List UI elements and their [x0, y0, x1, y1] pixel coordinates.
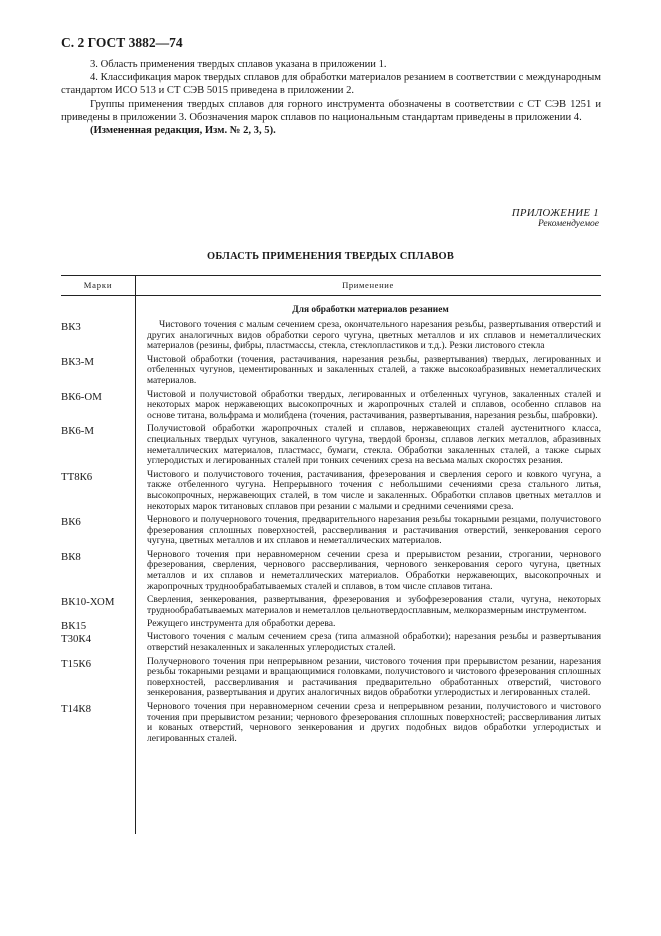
table-row — [61, 424, 601, 466]
row-text: Чернового точения при неравномерном сечении среза и прерывистом резании, строгании, чернового фрезерования, сверления, чернового рассверливания, чернового зенкерования серого чугуна, цветных металлов и их сплавов и неметаллических материалов. Обработки нержавеющих, высокопрочных и жаропрочных труднообрабатываемых сталей и сплавов, в том числе сплавов титана. — [147, 548, 601, 592]
row-text: Режущего инструмента для обработки дерева. — [147, 618, 336, 630]
table-row — [61, 595, 601, 616]
row-text: Чернового и получернового точения, предварительного нарезания резьбы токарными резцами, получистового фрезерования сплошных поверхностей, рассверливания и растачивания отверстий, зенкерования серого чугуна, цветных металлов и их сплавов и неметаллических материалов. — [147, 514, 601, 547]
row-mark: Т30К4 — [61, 633, 91, 646]
row-mark: ВК6 — [61, 516, 81, 529]
table-row — [61, 390, 601, 422]
table-row — [61, 355, 601, 387]
paragraph-4: 4. Классификация марок твердых сплавов для обработки материалов резанием в соответствии с международным стандартом ИСО 513 и СТ СЭВ 5015 приведена в приложении 2. — [61, 72, 601, 97]
paragraph-3: 3. Область применения твердых сплавов указана в приложении 1. — [90, 59, 387, 70]
row-mark: ВК15 — [61, 620, 87, 633]
intro-text — [61, 58, 601, 137]
row-mark: ВК3 — [61, 321, 81, 333]
table-row — [61, 702, 601, 744]
table-body — [61, 318, 601, 744]
paragraph-5: Группы применения твердых сплавов для горного инструмента обозначены в соответствии с СТ СЭВ 1251 и приведены в приложении 3. Обозначения марок сплавов по национальным стандартам приведены в приложении 4. — [61, 98, 601, 123]
page-header: С. 2 ГОСТ 3882—74 — [61, 35, 183, 50]
table-header — [61, 275, 601, 296]
table-row — [61, 632, 601, 653]
section-title: Для обработки материалов резанием — [292, 305, 449, 315]
table-row — [61, 320, 601, 352]
row-text: Чистового точения с малым сечением среза (типа алмазной обработки); нарезания резьбы и развертывания отверстий незакаленных и закаленных углеродистых сталей. — [147, 631, 601, 654]
row-text: Чернового точения при неравномерном сечении среза и непрерывном резании, получистового и чистового точения при прерывистом резании; чернового фрезерования сплошных поверхностей; рассверливания литых и кованых отверстий, чернового зенкерования и других подобных видов обработки углеродистых и легированных сталей. — [147, 701, 601, 744]
table-row — [61, 515, 601, 547]
table-row — [61, 657, 601, 699]
row-mark: ВК3-М — [61, 355, 94, 368]
row-mark: ТТ8К6 — [61, 470, 93, 483]
appendix-subtitle: Рекомендуемое — [537, 219, 599, 229]
row-text: Получистовой обработки жаропрочных сталей и сплавов, нержавеющих сталей аустенитного класса, специальных твердых чугунов, закаленного чугуна, твердой бронзы, сплавов легких металлов, абразивных неметаллических материалов, пластмасс, бумаги, стекла. Обработки закаленных сталей, а также сырых углеродистых и легированных сталей при тонких сечениях среза на весьма малых скоростях резания. — [147, 423, 601, 467]
row-mark: Т14К8 — [61, 703, 91, 715]
row-text: Чистового точения с малым сечением среза, окончательного нарезания резьбы, развертывания отверстий и других аналогичных видов обработки серого чугуна, цветных металлов и их сплавов и неметаллических материалов (резины, фибры, пластмассы, стекла, стеклопластиков и т.д.). Резки листового стекла — [147, 319, 601, 352]
appendix-label — [512, 207, 599, 229]
row-text: Сверления, зенкерования, развертывания, фрезерования и зубофрезерования стали, чугуна, некоторых труднообрабатываемых материалов и неметаллов цельнотвердосплавным, мелкоразмерным инструментом. — [147, 594, 601, 616]
row-mark: ВК10-ХОМ — [61, 596, 115, 609]
header-application: Применение — [342, 280, 394, 290]
table-row — [61, 470, 601, 512]
row-text: Чистового и получистового точения, растачивания, фрезерования и сверления серого и ковкого чугуна, а также отбеленного чугуна. Непрерывного точения с небольшими сечениями среза стального литья, высокопрочных, нержавеющих сталей, в том числе и закаленных. Обработки сплавов цветных металлов и некоторых марок титановых сплавов при резании с малыми и средними сечениями среза. — [147, 468, 601, 512]
header-marks: Марки — [61, 276, 136, 295]
table-row — [61, 550, 601, 592]
appendix-title: ПРИЛОЖЕНИЕ 1 — [511, 207, 599, 219]
row-mark: ВК6-ОМ — [61, 390, 102, 403]
row-mark: ВК6-М — [61, 425, 94, 438]
document-title: ОБЛАСТЬ ПРИМЕНЕНИЯ ТВЕРДЫХ СПЛАВОВ — [207, 251, 454, 262]
row-mark: Т15К6 — [61, 657, 91, 670]
edit-note: (Измененная редакция, Изм. № 2, 3, 5). — [90, 125, 276, 137]
row-text: Чистовой и получистовой обработки твердых, легированных и отбеленных чугунов, закаленных сталей и некоторых марок нержавеющих высокопрочных и жаропрочных сталей и сплавов, особенно сплавов на основе титана, вольфрама и молибдена (точения, растачивания, развертывания, нарезания резьбы, шабровки). — [147, 388, 601, 421]
row-mark: ВК8 — [61, 550, 81, 563]
row-text: Получернового точения при непрерывном резании, чистового точения при прерывистом резании, нарезания резьбы токарными резцами и вращающимися головками, получистового и чистового фрезерования сплошных поверхностей, рассверливания и растачивания предварительно обработанных отверстий, чистового зенкерования, развертывания и других аналогичных видов обработки углеродистых и легированных сталей. — [147, 655, 601, 699]
row-text: Чистовой обработки (точения, растачивания, нарезания резьбы, развертывания) твердых, легированных и отбеленных чугунов, цементированных и закаленных сталей, а также высокоабразивных неметаллических материалов. — [147, 353, 601, 386]
